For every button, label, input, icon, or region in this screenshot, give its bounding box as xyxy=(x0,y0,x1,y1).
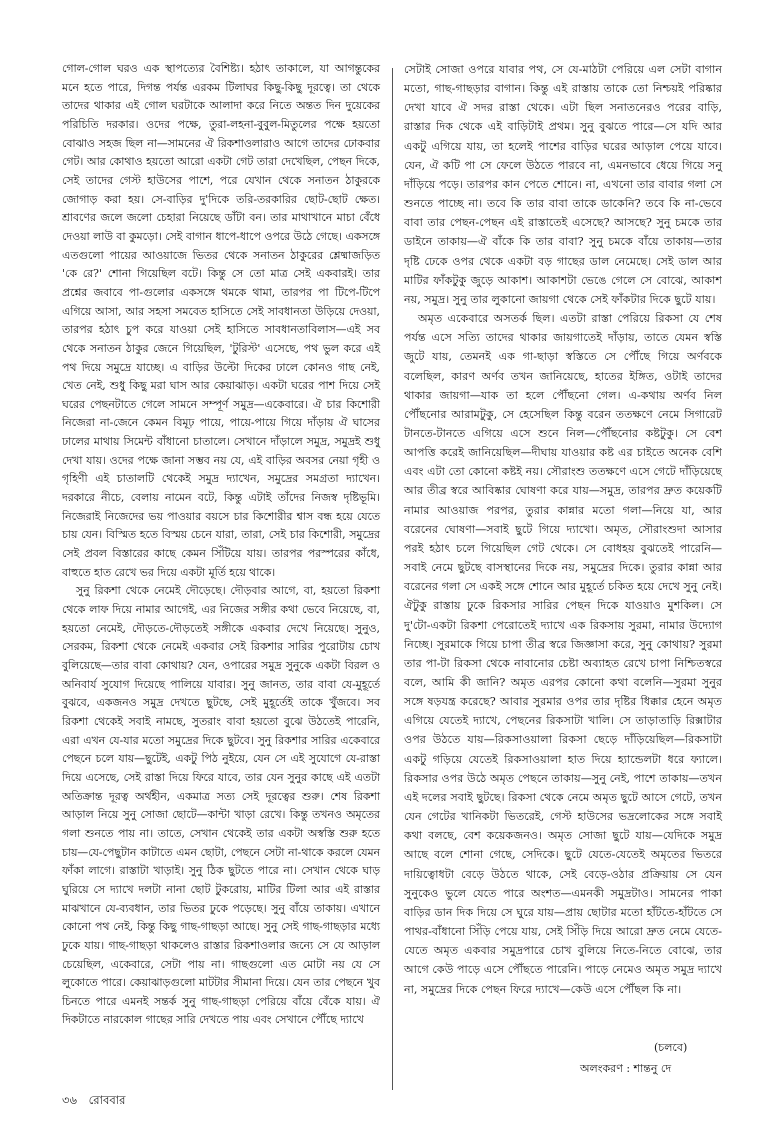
section-name: রোববার xyxy=(88,1093,126,1107)
left-paragraph-1: গোল-গোল ঘরও এক স্থাপত্যের বৈশিষ্ট্য। হঠাৎ তাকালে, যা আগন্তুকের মনে হতে পারে, দিগন্ত পর্যন্ত এরকম টিলাঘর কিছু-কিছু দূরত্বে। তা থেকে তাদের থাকার এই গোল ঘরটাকে আলাদা করে নিতে অন্তত দিন দুয়েকের পরিচিতি দরকার। ওদের পক্ষে, তুরা-লহনা-বুবুল-মিতুলের পক্ষে হয়তো বোঝাও সহজ ছিল না—সামনের ঐ রিকশাওলারাও আগে তাদের ঢোকবার গেট। আর কোথাও হয়তো আরো একটা গেট তারা দেখেছিল, পেছন দিকে, সেই তাদের গেস্ট হাউসের পাশে, পরে যেখান থেকে সনাতন ঠাকুরকে জোগাড় করা হয়। সে-বাড়ির দু'দিকে তরি-তরকারির ছোট-ছোট ক্ষেত। শ্রাবণের জলে জলো চেহারা নিয়েছে ডাঁটা বন। তার মাথাখানে মাচা বেঁধে দেওয়া লাউ বা কুমড়ো। সেই বাগান ধাপে-ধাপে ওপরে উঠে গেছে। একসঙ্গে এতগুলো পায়ের আওয়াজে ভিতর থেকে সনাতন ঠাকুরের শ্লেষ্মাজড়িত 'কে রে?' শোনা গিয়েছিল বটে। কিন্তু সে তো মাত্র সেই একবারই। তার প্রশ্নের জবাবে পা-গুলোর একসঙ্গে থমকে থামা, তারপর পা টিপে-টিপে এগিয়ে আসা, আর সহসা সমবেত হাসিতে সেই সাবধানতা উড়িয়ে দেওয়া, তারপর হঠাৎ চুপ করে যাওয়া সেই হাসিতে সাবধানতাবিলাস—এই সব থেকে সনাতন ঠাকুর জেনে গিয়েছিল, 'টুরিস্ট' এসেছে, পথ ভুল করে এই পথ দিয়ে সমুদ্রে যাচ্ছে। এ বাড়ির উল্টো দিকের ঢালে কোনও গাছ নেই, খেত নেই, শুধু কিছু মরা ঘাস আর কেয়াঝাড়। একটা ঘরের পাশ দিয়ে সেই ঘরের পেছনটাতে গেলে সামনে সম্পূর্ণ সমুদ্র—একেবারে। ঐ চার কিশোরী নিজেরা না-জেনে কেমন বিমূঢ় পায়ে, পায়ে-পায়ে গিয়ে দাঁড়ায় ঐ ঘাসের ঢালের মাথায় সিমেন্ট বাঁধানো চাতালে। সেখানে দাঁড়ালে সমুদ্র, সমুদ্রই শুধু দেখা যায়। ওদের পক্ষে জানা সম্ভব নয় যে, এই বাড়ির অবসর নেয়া গৃহী ও গৃহিণী এই চাতালটি থেকেই সমুদ্র দ্যাখেন, সমুদ্রের সমগ্রতা দ্যাখেন। দরকারে নীচে, বেলায় নামেন বটে, কিন্তু এটাই তাঁদের নিজস্ব দৃষ্টিভূমি। নিজেরাই নিজেদের ভয় পাওয়ার বয়সে চার কিশোরীর শ্বাস বন্ধ হয়ে যেতে চায় যেন। বিস্মিত হতে বিস্ময় চেনে যারা, তারা, সেই চার কিশোরী, সমুদ্রের সেই প্রবল বিস্তারের কাছে কেমন সিঁটিয়ে যায়। তারপর পরস্পরের কাঁধে, বাহুতে হাত রেখে ভর দিয়ে একটা মূর্তি হয়ে থাকে। xyxy=(62,62,380,579)
right-paragraph-2: অমৃত একেবারে অসতর্ক ছিল। এতটা রাস্তা পেরিয়ে রিকসা যে শেষ পর্যন্ত এসে সত্যি তাদের থাকার জায়গাতেই দাঁড়ায়, তাতে যেমন স্বস্তি জুটে যায়, তেমনই এক গা-ছাড়া স্বস্তিতে সে পৌঁছে গিয়ে অর্ণবকে বলেছিল, কারণ অর্ণব তখন জানিয়েছে, হাতের ইঙ্গিত, ওটাই তাদের থাকার জায়গা—যাক তা হলে পৌঁছনো গেল। এ-কথায় অর্ণব নিল পৌঁছনোর আরামটুকু, সে হেসেছিল কিন্তু বরেন ততক্ষণে নেমে সিগারেট টানতে-টানতে এগিয়ে এসে শুনে নিল—পৌঁছনোর কষ্টটুকু। সে বেশ আপত্তি করেই জানিয়েছিল—দীঘায় যাওয়ার কষ্ট এর চাইতে অনেক বেশি এবং এটা তো কোনো কষ্টই নয়। সৌরাংশু ততক্ষণে এসে গেটে দাঁড়িয়েছে আর তীব্র স্বরে আবিষ্কার ঘোষণা করে যায়—সমুদ্র, তারপর দ্রুত কয়েকটি নামার আওয়াজ পরপর, তুরার কান্নার মতো গলা—নিয়ে যা, আর বরেনের ঘোষণা—সবাই ছুটে গিয়ে দ্যাখো। অমৃত, সৌরাংশুদা আসার পরই হঠাৎ চলে গিয়েছিল গেট থেকে। সে বোধহয় বুঝতেই পারেনি—সবাই নেমে ছুটছে বাসস্থানের দিকে নয়, সমুদ্রের দিকে। তুরার কান্না আর বরেনের গলা সে একই সঙ্গে শোনে আর মুহূর্তে চকিত হয়ে দেখে সুনু নেই। ঐটুকু রাস্তায় ঢুকে রিকসার সারির পেছন দিকে যাওয়াও মুশকিল। সে দু'টো-একটা রিকশা পেরোতেই দ্যাখে এক রিকসায় সুরমা, নামার উদ্যোগ নিচ্ছে। সুরমাকে গিয়ে চাপা তীব্র স্বরে জিজ্ঞাসা করে, সুনু কোথায়? সুরমা তার পা-টা রিকসা থেকে নাবানোর চেষ্টা অব্যাহত রেখে চাপা নিশ্চিতস্বরে বলে, আমি কী জানি? অমৃত এরপর কোনো কথা বলেনি—সুরমা সুনুর সঙ্গে ষড়যন্ত্র করেছে? আবার সুরমার ওপর তার দৃষ্টির ধিক্কার হেনে অমৃত এগিয়ে যেতেই দ্যাখে, পেছনের রিকসাটা খালি। সে তাড়াতাড়ি রিক্সাটার ওপর উঠতে যায়—রিকসাওয়ালা রিকসা ছেড়ে দাঁড়িয়েছিল—রিকসাটা একটু গড়িয়ে যেতেই রিকসাওয়ালা হাত দিয়ে হ্যান্ডেলটা ধরে ফ্যালে। রিকসার ওপর উঠে অমৃত পেছনে তাকায়—সুনু নেই, পাশে তাকায়—তখন এই দলের সবাই ছুটছে। রিকসা থেকে নেমে অমৃত ছুটে আসে গেটে, তখন যেন গেটের খানিকটা ভিতরেই, গেস্ট হাউসের ভদ্রলোকের সঙ্গে সবাই কথা বলছে, বেশ কয়েকজনও। অমৃত সোজা ছুটে যায়—যেদিকে সমুদ্র আছে বলে শোনা গেছে, সেদিকে। ছুটে যেতে-যেতেই অমৃতের ভিতরে দায়িত্বোধটা বেড়ে উঠতে থাকে, সেই বেড়ে-ওঠার প্রক্রিয়ায় সে যেন সুনুকেও ভুলে যেতে পারে অংশত—এমনকী সমুদ্রটাও। সামনের পাকা বাড়ির ডান দিক দিয়ে সে ঘুরে যায়—প্রায় ছোটার মতো হাঁটতে-হাঁটতে সে পাথর-বাঁধানো সিঁড়ি পেয়ে যায়, সেই সিঁড়ি দিয়ে আরো দ্রুত নেমে যেতে-যেতে অমৃত একবার সমুদ্রপারে চোখ বুলিয়ে নিতে-নিতে বোঝে, তার আগে কেউ পাড়ে এসে পৌঁছতে পারেনি। পাড়ে নেমেও অমৃত সমুদ্র দ্যাখে না, সমুদ্রের দিকে পেছন ফিরে দ্যাখে—কেউ এসে পৌঁছল কি না। xyxy=(404,312,722,996)
illustration-credit: অলংকরণ : শান্তনু দে xyxy=(580,1062,672,1075)
page-number: ৩৬ xyxy=(62,1093,77,1107)
page-footer xyxy=(62,1092,133,1111)
column-divider xyxy=(392,68,393,1090)
left-text-column xyxy=(62,60,380,1030)
left-paragraph-2: সুনু রিকশা থেকে নেমেই দৌড়েছে। দৌড়বার আগে, বা, হয়তো রিকশা থেকে লাফ দিয়ে নামার আগেই, এর নিজের সঙ্গীর কথা ভেবে নিয়েছে, বা, হয়তো নেমেই, দৌড়তে-দৌড়তেই সঙ্গীকে একবার দেখে নিয়েছে। সুনুও, সেরকম, রিকশা থেকে নেমেই একবার সেই রিকশার সারির পুরোটায় চোখ বুলিয়েছে—তার বাবা কোথায়? যেন, ওপারের সমুদ্র সুনুকে একটা বিরল ও অনিবার্য সুযোগ দিয়েছে পালিয়ে যাবার। সুনু জানত, তার বাবা যে-মুহূর্তে বুঝবে, একজনও সমুদ্র দেখতে ছুটছে, সেই মুহূর্তেই তাকে খুঁজবে। সব রিকশা থেকেই সবাই নামছে, সুতরাং বাবা হয়তো বুঝে উঠতেই পারেনি, এরা এখন যে-যার মতো সমুদ্রের দিকে ছুটবে। সুনু রিকশার সারির একেবারে পেছনে চলে যায়—ছুটেই, একটু পিঠ নুইয়ে, যেন সে এই সুযোগে যে-রাস্তা দিয়ে এসেছে, সেই রাস্তা দিয়ে ফিরে যাবে, তার যেন সুনুর কাছে এই এতটা অতিক্রান্ত দূরত্ব অর্থহীন, একমাত্র সত্য সেই দূরত্বের শুরু। শেষ রিকশা আড়াল নিয়ে সুনু সোজা ছোটে—কান্টা খাড়া রেখে। কিন্তু তখনও অমৃতের গলা শুনতে পায় না। তাতে, সেখান থেকেই তার একটা অস্বস্তি শুরু হতে চায়—যে-পেছুটান কাটাতে এমন ছোটা, পেছনে সেটা না-থাকে করলে যেমন ফাঁকা লাগে। রাস্তাটা খাড়াই। সুনু ঠিক ছুটতে পারে না। সেখান থেকে ঘাড় ঘুরিয়ে সে দ্যাখে দলটা নানা ছোট টুকরোয়, মাটির টিলা আর এই রাস্তার মাঝখানে যে-ব্যবধান, তার ভিতর ঢুকে পড়েছে। সুনু বাঁয়ে তাকায়। এখানে কোনো পথ নেই, কিন্তু কিছু গাছ-গাছড়া আছে। সুনু সেই গাছ-গাছড়ার মধ্যে ঢুকে যায়। গাছ-গাছড়া থাকলেও রাস্তার রিকশাওলার জন্যে সে যে আড়াল চেয়েছিল, একেবারে, সেটা পায় না। গাছগুলো এত মোটা নয় যে সে লুকোতে পারে। কেয়াঝাড়গুলো মাটটার সীমানা দিয়ে। যেন তার পেছনে খুব চিনতে পারে এমনই সন্তর্ক সুনু গাছ-গাছড়া পেরিয়ে বাঁয়ে বেঁকে যায়। ঐ দিকটাতে নারকোল গাছের সারি দেখতে পায় এবং সেখানে পৌঁছে দ্যাখে xyxy=(62,584,380,1027)
right-paragraph-1: সেটাই সোজা ওপরে যাবার পথ, সে যে-মাঠটা পেরিয়ে এল সেটা বাগান মতো, গাছ-গাছড়ার বাগান। কিন্তু এই রাস্তায় তাকে তো নিশ্চয়ই পরিষ্কার দেখা যাবে ঐ সদর রাস্তা থেকে। এটা ছিল সনাতনেরও পরের বাড়ি, রাস্তার দিক থেকে এই বাড়িটাই প্রথম। সুনু বুঝতে পারে—সে যদি আর একটু এগিয়ে যায়, তা হলেই পাশের বাড়ির ঘরের আড়াল পেয়ে যাবে। যেন, ঐ কটি পা সে ফেলে উঠতে পারবে না, এমনভাবে ধেয়ে গিয়ে সনু দাঁড়িয়ে পড়ে। তারপর কান পেতে শোনে। না, এখনো তার বাবার গলা সে শুনতে পাচ্ছে না। তবে কি তার বাবা তাকে ডাকেনি? তবে কি না-ভেবে বাবা তার পেছন-পেছন এই রাস্তাতেই এসেছে? আসছে? সুনু চমকে তার ডাইনে তাকায়—ঐ বাঁকে কি তার বাবা? সুনু চমকে বাঁয়ে তাকায়—তার দৃষ্টি ঢেকে ওপর থেকে একটা বড় গাছের ডাল নেমেছে। সেই ডাল আর মাটির ফাঁকটুকু জুড়ে আকাশ। আকাশটা ভেঙে গেলে সে বোঝে, আকাশ নয়, সমুদ্র। সুনু তার লুকানো জায়গা থেকে সেই ফাঁকটার দিকে ছুটে যায়। xyxy=(404,63,722,306)
to-be-continued-label: (চলবে) xyxy=(654,1041,688,1054)
right-text-column xyxy=(404,60,722,999)
